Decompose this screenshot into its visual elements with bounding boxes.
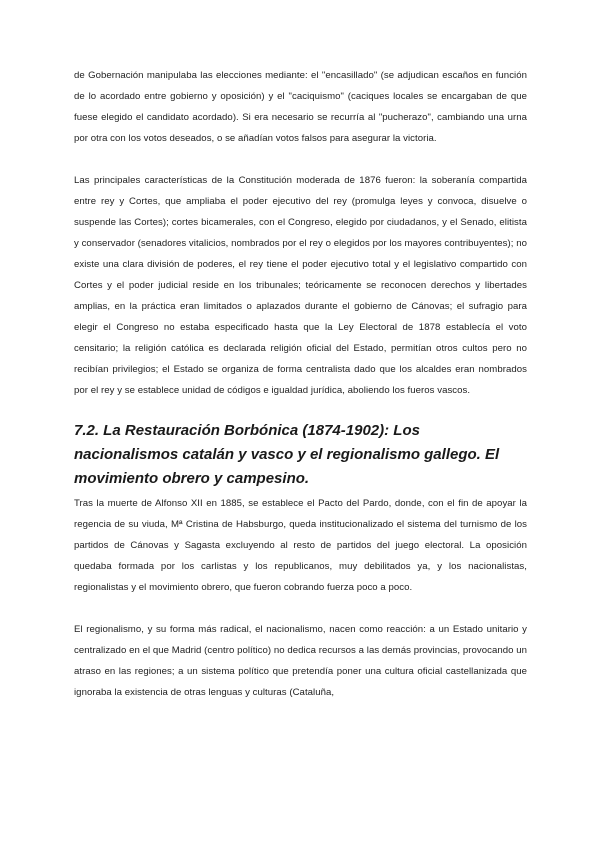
paragraph-regionalismo: El regionalismo, y su forma más radical, el nacionalismo, nacen como reacción: a un Estado unitario y centralizado en el que Madrid (centro político) no dedica recursos a las demás provincias, provocando un atraso en las regiones; a un sistema político que pretendía poner una cultura oficial castellanizada que ignoraba la existencia de otras lenguas y culturas (Cataluña, <box>74 624 527 698</box>
section-heading: 7.2. La Restauración Borbónica (1874-1902): Los nacionalismos catalán y vasco y el regionalismo gallego. El movimiento obrero y campesino. <box>74 422 500 487</box>
paragraph-pacto-del-pardo: Tras la muerte de Alfonso XII en 1885, se establece el Pacto del Pardo, donde, con el fin de apoyar la regencia de su viuda, Mª Cristina de Habsburgo, queda institucionalizado el sistema del turnismo de los partidos de Cánovas y Sagasta excluyendo al resto de partidos del juego electoral. La oposición quedaba formada por los carlistas y los republicanos, muy debilitados ya, y los nacionalistas, regionalistas y el movimiento obrero, que fueron cobrando fuerza poco a poco. <box>74 498 527 593</box>
paragraph-constitucion-1876: Las principales características de la Constitución moderada de 1876 fueron: la soberanía compartida entre rey y Cortes, que ampliaba el poder ejecutivo del rey (promulga leyes y convoca, disuelve o suspende las Cortes); cortes bicamerales, con el Congreso, elegido por ciudadanos, y el Senado, elitista y conservador (senadores vitalicios, nombrados por el rey o elegidos por los mayores contribuyentes); no existe una clara división de poderes, el rey tiene el poder ejecutivo total y el legislativo compartido con Cortes y el poder judicial reside en los tribunales; teóricamente se reconocen derechos y libertades amplias, en la práctica eran limitados o aplazados durante el gobierno de Cánovas; el sufragio para elegir el Congreso no estaba especificado hasta que la Ley Electoral de 1878 establecía el voto censitario; la religión católica es declarada religión oficial del Estado, permitían otros cultos pero no recibían privilegios; el Estado se organiza de forma centralista dado que los alcaldes eran nombrados por el rey y se establece unidad de códigos e igualdad jurídica, aboliendo los fueros vascos. <box>74 175 527 396</box>
paragraph-elecciones: de Gobernación manipulaba las elecciones mediante: el "encasillado" (se adjudican escaños en función de lo acordado entre gobierno y oposición) y el "caciquismo" (caciques locales se encargaban de que fuese elegido el candidato acordado). Si era necesario se recurría al "pucherazo", cambiando una urna por otra con los votos deseados, o se añadían votos falsos para asegurar la victoria. <box>74 70 527 144</box>
